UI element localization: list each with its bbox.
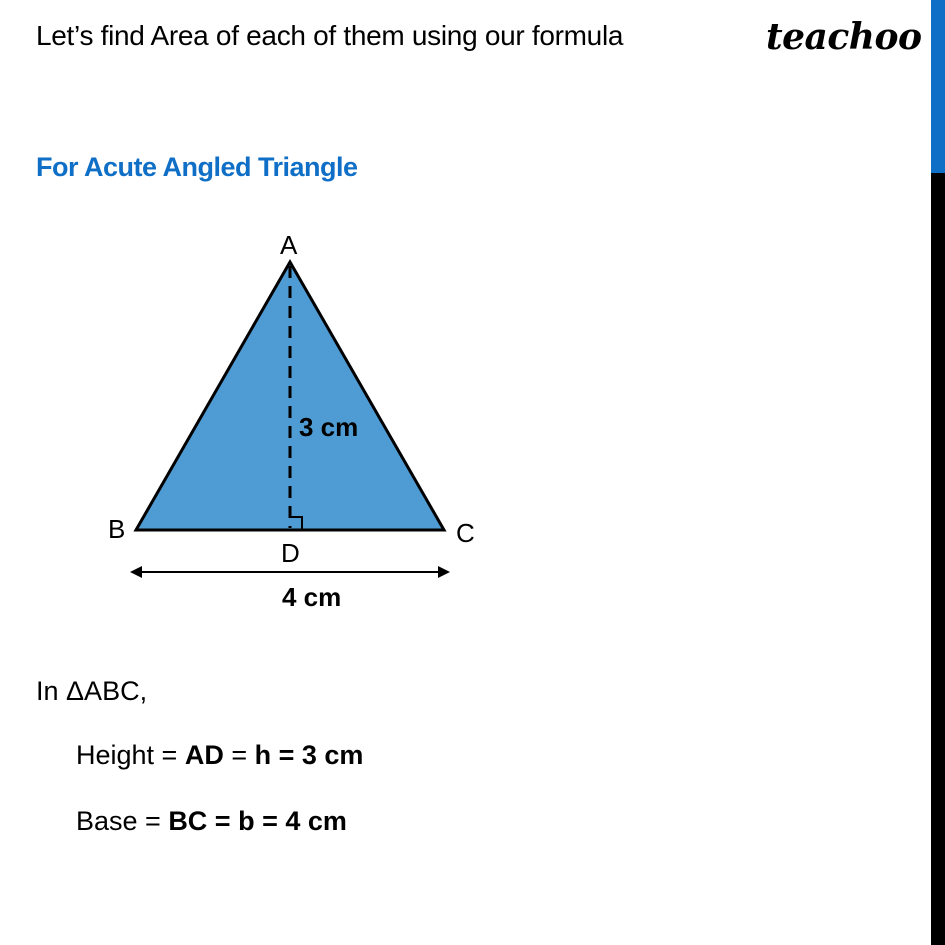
base-value: BC = b = 4 cm bbox=[168, 806, 347, 836]
arrow-left-icon bbox=[130, 566, 142, 578]
base-statement bbox=[76, 806, 347, 837]
arrow-right-icon bbox=[438, 566, 450, 578]
base-label: 4 cm bbox=[282, 582, 342, 612]
triangle-intro: In ΔABC, bbox=[36, 676, 148, 706]
vertex-c-label: C bbox=[456, 518, 475, 548]
height-value: h = 3 cm bbox=[254, 740, 364, 770]
teachoo-logo: teachoo bbox=[766, 16, 922, 58]
height-prefix: Height = bbox=[76, 740, 185, 770]
height-statement bbox=[76, 740, 363, 771]
section-subtitle: For Acute Angled Triangle bbox=[36, 152, 358, 182]
base-prefix: Base = bbox=[76, 806, 169, 836]
vertex-b-label: B bbox=[108, 514, 126, 544]
height-label: 3 cm bbox=[299, 412, 359, 442]
height-ad: AD bbox=[184, 740, 224, 770]
slide-title: Let’s find Area of each of them using our formula bbox=[36, 20, 624, 51]
vertex-d-label: D bbox=[281, 538, 300, 568]
vertex-a-label: A bbox=[280, 230, 298, 260]
height-eq: = bbox=[223, 740, 255, 770]
